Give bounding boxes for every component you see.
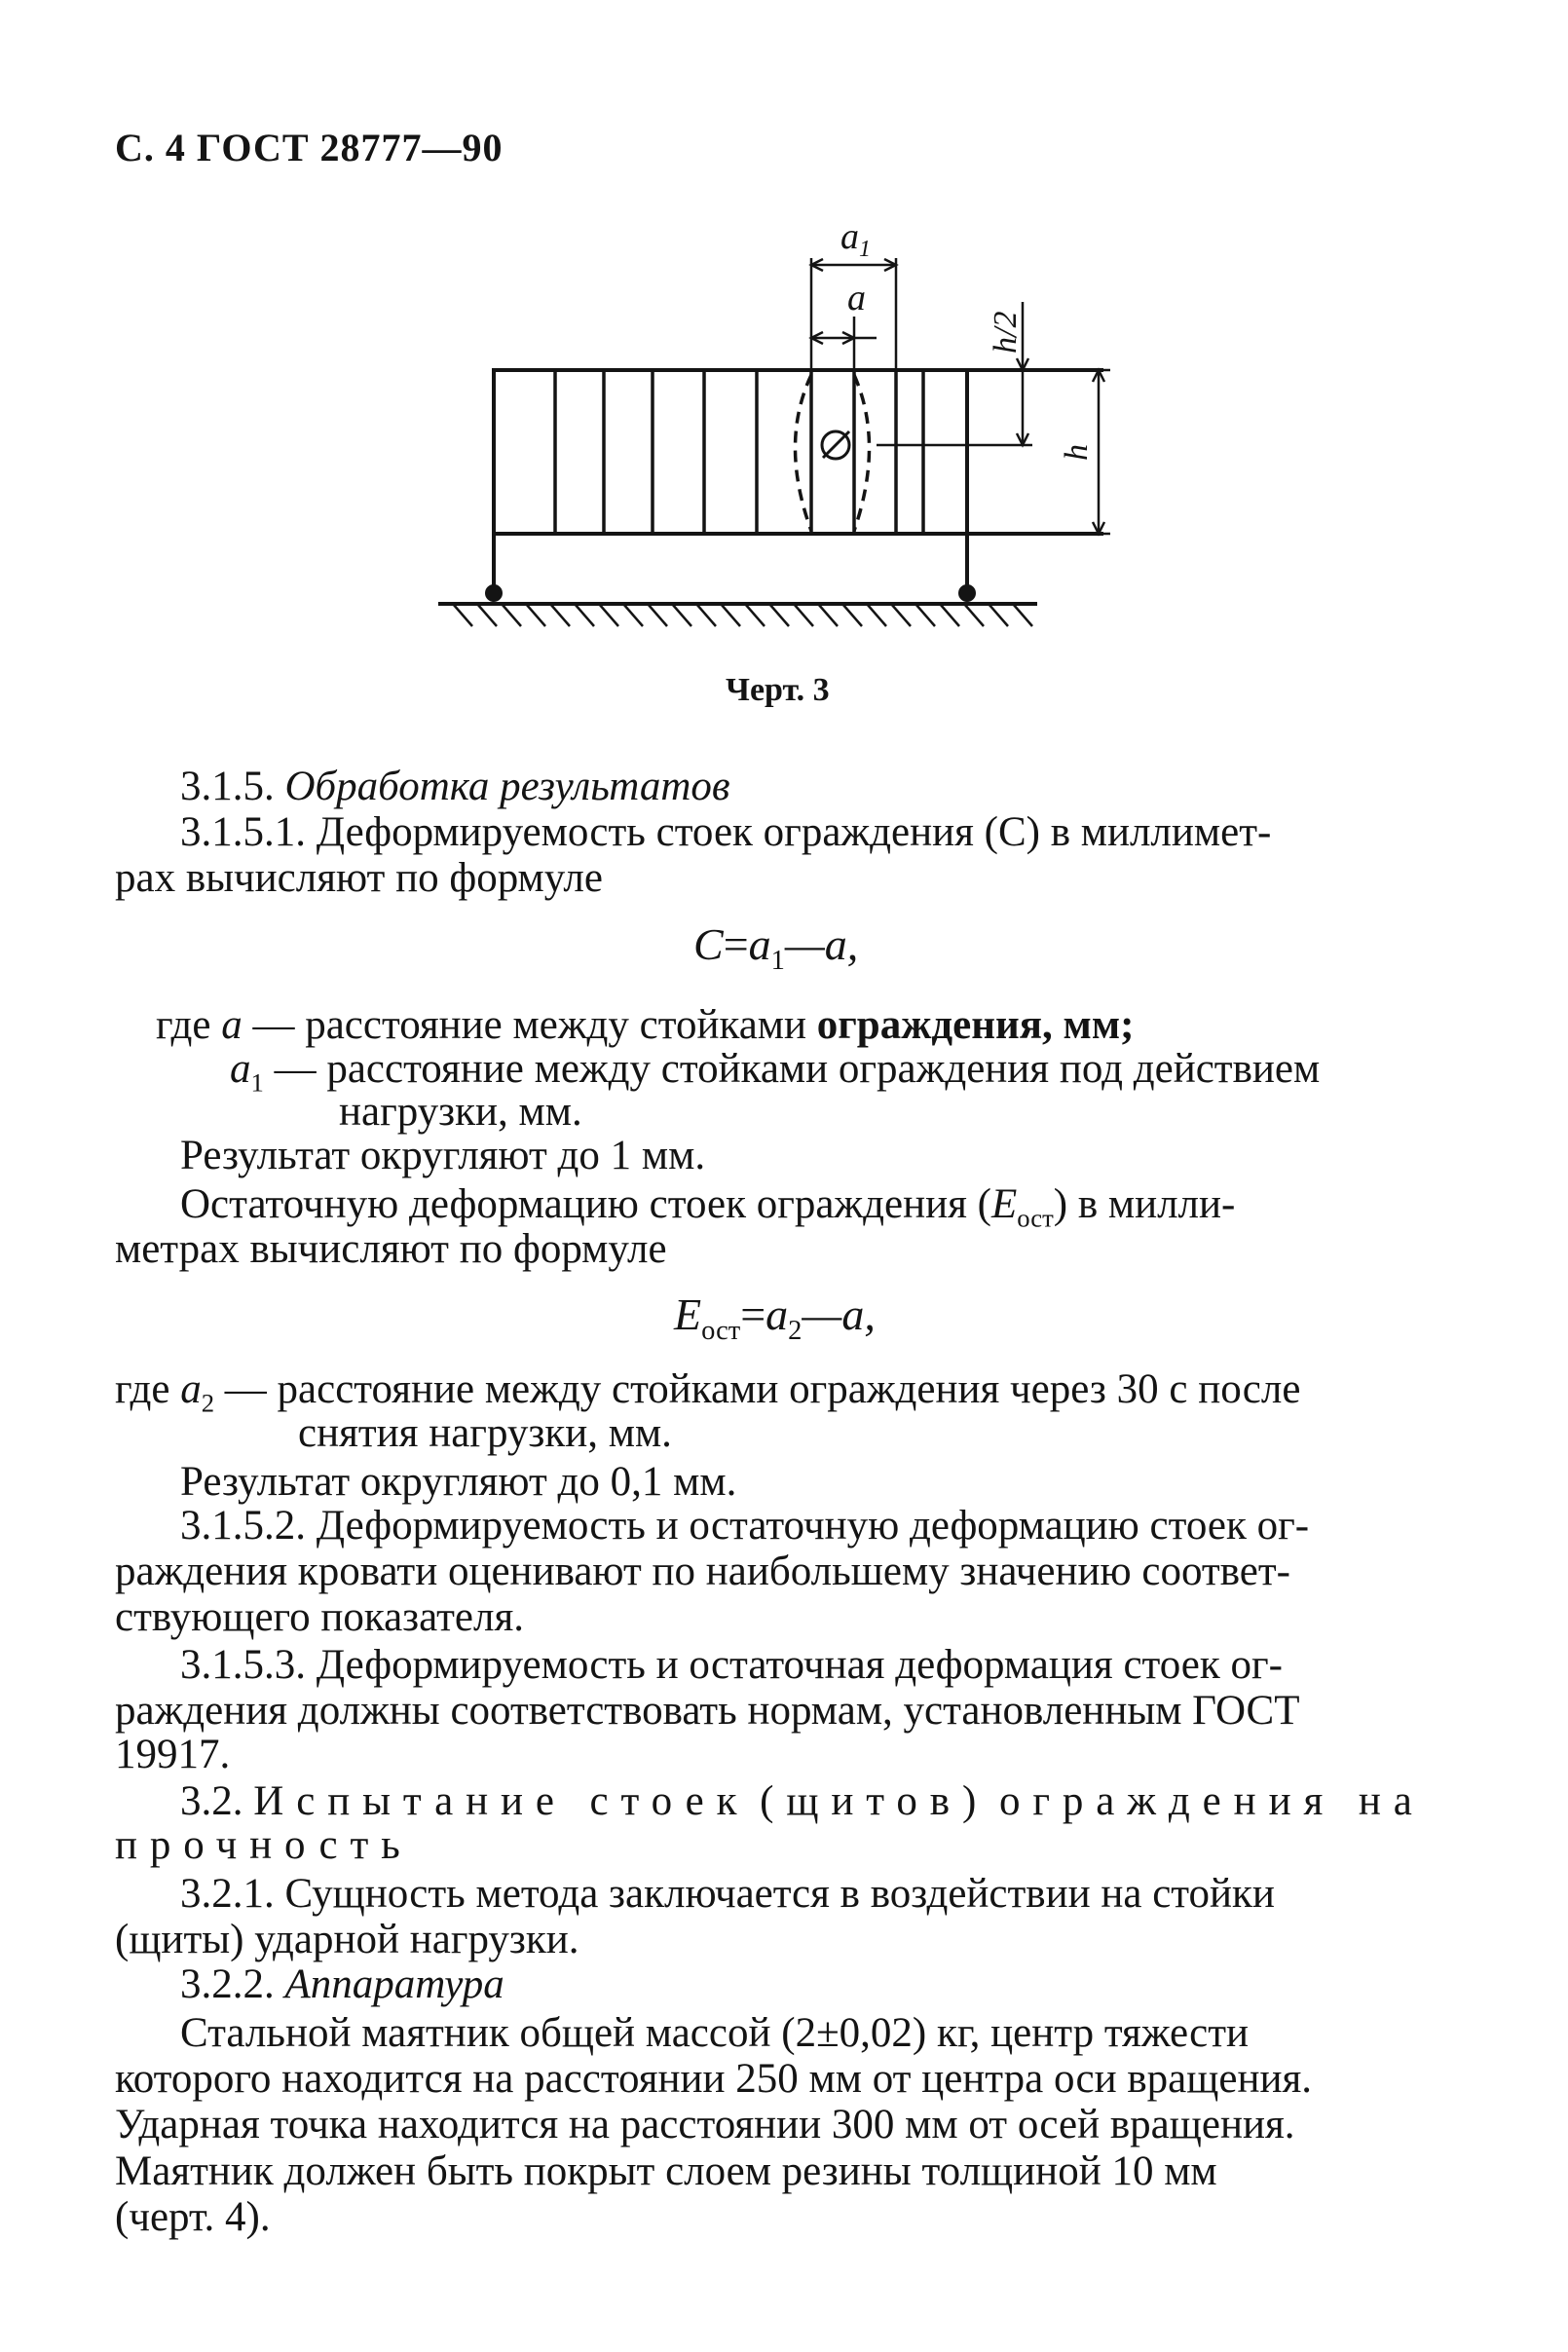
formula2-E: E: [674, 1289, 702, 1339]
label-a: a: [847, 278, 866, 318]
formula2-rest: —a,: [802, 1289, 876, 1339]
formula2-eq: =: [740, 1289, 766, 1339]
formula1-rest: —a,: [784, 919, 859, 969]
formula-residual: [674, 1290, 876, 1356]
formula1-a-sub: 1: [770, 946, 785, 977]
formula2-a: a: [765, 1289, 789, 1339]
residual-line2: метрах вычисляют по формуле: [115, 1226, 667, 1272]
apparatus-line2: которого находится на расстоянии 250 мм от центра оси вращения.: [115, 2056, 1313, 2102]
para-3-1-5-1-line2: рах вычисляют по формуле: [115, 855, 603, 901]
residual-symbol-sub: ост: [1017, 1203, 1054, 1233]
para-3-1-5-1-line1: 3.1.5.1. Деформируемость стоек ограждения (C) в миллимет-: [180, 809, 1272, 855]
section-3-1-5-heading: [180, 763, 730, 811]
figure-drawing: [429, 219, 1130, 643]
section-title-part1: Испытание стоек: [253, 1778, 750, 1824]
formula1-eq: =: [723, 919, 749, 969]
para-3-1-5-2-line3: ствующего показателя.: [115, 1594, 525, 1640]
para-3-1-5-3-line1: 3.1.5.3. Деформируемость и остаточная деформация стоек ог-: [180, 1642, 1283, 1688]
section-title: Аппаратура: [284, 1961, 504, 2007]
para-3-1-5-2-line2: раждения кровати оценивают по наибольшему значению соответ-: [115, 1549, 1290, 1594]
apparatus-line3: Ударная точка находится на расстоянии 300 мм от осей вращения.: [115, 2102, 1295, 2147]
apparatus-line1: Стальной маятник общей массой (2±0,02) кг, центр тяжести: [180, 2010, 1250, 2056]
label-a1: [840, 219, 871, 262]
apparatus-line5: (черт. 4).: [115, 2194, 271, 2240]
page-header: С. 4 ГОСТ 28777—90: [115, 126, 504, 169]
deflected-rails: [796, 375, 870, 531]
where-symbol-sub: 2: [201, 1388, 215, 1418]
section-3-2-heading: [180, 1777, 1425, 1826]
ground-hatching: [453, 604, 1032, 626]
para-3-2-1-line1: 3.2.1. Сущность метода заключается в воздействии на стойки: [180, 1871, 1275, 1917]
figure-caption: Черт. 3: [726, 672, 830, 708]
section-number: 3.2.: [180, 1778, 243, 1824]
label-h: h: [1059, 444, 1095, 461]
where-a1-cont: нагрузки, мм.: [339, 1089, 582, 1135]
where-symbol: a: [221, 1002, 243, 1048]
para-3-1-5-2-line1: 3.1.5.2. Деформируемость и остаточную деформацию стоек ог-: [180, 1503, 1310, 1549]
rounding-2: Результат округляют до 0,1 мм.: [180, 1459, 737, 1505]
section-title-part3: ограждения на: [998, 1778, 1425, 1824]
section-3-2-heading-line2: прочность: [115, 1822, 413, 1868]
residual-symbol: E: [990, 1181, 1018, 1227]
section-number: 3.1.5.: [180, 764, 275, 809]
residual-text-end: ) в милли-: [1053, 1181, 1236, 1227]
where-text: — расстояние между стойками: [252, 1002, 807, 1048]
section-title: Обработка результатов: [284, 764, 730, 809]
para-3-2-1-line2: (щиты) ударной нагрузки.: [115, 1917, 579, 1962]
where-symbol: a: [230, 1046, 251, 1092]
para-3-1-5-3-line3: 19917.: [115, 1732, 231, 1777]
where-text: — расстояние между стойками ограждения под действием: [274, 1046, 1321, 1092]
where-symbol: a: [180, 1366, 202, 1412]
residual-text: Остаточную деформацию стоек ограждения (: [180, 1181, 991, 1227]
where-a2: [115, 1365, 1300, 1428]
section-number: 3.2.2.: [180, 1961, 275, 2007]
section-3-2-2-heading: [180, 1960, 504, 2009]
label-h2: h/2: [988, 311, 1024, 354]
apparatus-line4: Маятник должен быть покрыт слоем резины толщиной 10 мм: [115, 2148, 1217, 2194]
formula1-a: a: [748, 919, 771, 969]
label-a1-sub: 1: [859, 237, 871, 262]
formula1-lhs: C: [693, 919, 724, 969]
formula2-a-sub: 2: [788, 1316, 803, 1347]
where-text: — расстояние между стойками ограждения через 30 с после: [224, 1366, 1301, 1412]
where-word: где: [156, 1002, 211, 1048]
rail-deflection-diagram: [429, 219, 1130, 638]
where-word: где: [115, 1366, 170, 1412]
label-a1-main: a: [840, 219, 859, 257]
formula-deformability: [693, 920, 858, 986]
para-3-1-5-3-line2: раждения должны соответствовать нормам, установленным ГОСТ: [115, 1688, 1300, 1734]
where-a: [156, 1001, 1134, 1050]
dim-a: [811, 317, 877, 370]
rounding-1: Результат округляют до 1 мм.: [180, 1133, 706, 1178]
formula2-E-sub: ост: [701, 1316, 741, 1347]
where-text-bold: ограждения, мм;: [816, 1002, 1135, 1048]
where-symbol-sub: 1: [250, 1067, 264, 1098]
where-a2-cont: снятия нагрузки, мм.: [298, 1410, 672, 1456]
section-title-part2: (щитов): [760, 1778, 989, 1824]
